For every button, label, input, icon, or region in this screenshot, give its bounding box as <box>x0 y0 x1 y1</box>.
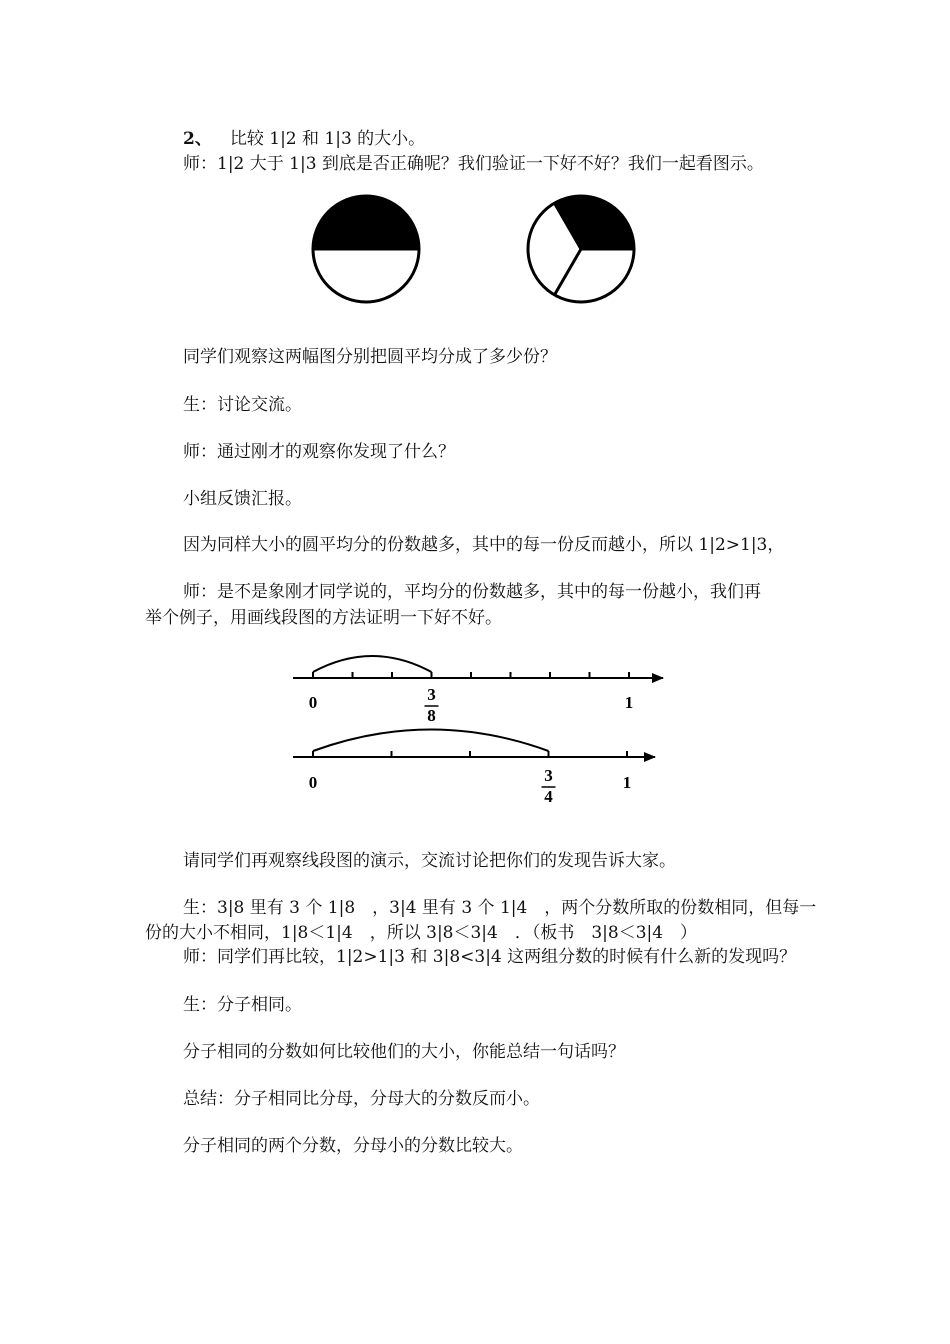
section-title: 比较 1|2 和 1|3 的大小。 <box>229 129 426 149</box>
paragraph-summarize-question: 分子相同的分数如何比较他们的大小，你能总结一句话吗？ <box>183 1042 625 1062</box>
paragraph-summary: 总结：分子相同比分母，分母大的分数反而小。 <box>183 1089 540 1109</box>
paragraph-reason: 因为同样大小的圆平均分的份数越多，其中的每一份反而越小，所以 1|2>1|3， <box>183 535 785 555</box>
half-circle-shaded-part <box>313 196 419 249</box>
section-number: 2、 <box>183 129 212 149</box>
number-line-quarters-arc <box>313 730 549 752</box>
circle-figure <box>300 195 650 310</box>
fraction-three-quarters-numerator: 3 <box>544 766 553 785</box>
paragraph-teacher-question: 师：1|2 大于 1|3 到底是否正确呢？我们验证一下好不好？我们一起看图示。 <box>183 154 764 174</box>
paragraph-student-discuss: 生：讨论交流。 <box>183 395 302 415</box>
paragraph-student-answer-line2: 份的大小不相同，1|8＜1|4 ，所以 3|8＜3|4 ．（板书 3|8＜3|4 ） <box>145 923 698 943</box>
fraction-three-eighths-denominator: 8 <box>427 706 436 725</box>
number-line-eighths-zero-label: 0 <box>308 693 318 712</box>
number-line-quarters <box>293 730 655 807</box>
third-circle <box>528 196 634 302</box>
paragraph-group-report: 小组反馈汇报。 <box>183 489 302 509</box>
half-circle <box>313 196 419 302</box>
third-circle-divider-3 <box>555 249 582 295</box>
paragraph-observe-circles: 同学们观察这两幅图分别把圆平均分成了多少份？ <box>183 347 557 367</box>
fraction-three-eighths-numerator: 3 <box>427 685 436 704</box>
fraction-three-quarters-denominator: 4 <box>544 787 553 806</box>
paragraph-student-answer-line1: 生：3|8 里有 3 个 1|8 ，3|4 里有 3 个 1|4 ，两个分数所取的份数相同，但每一 <box>183 898 817 918</box>
paragraph-student-numerator: 生：分子相同。 <box>183 995 302 1015</box>
number-line-eighths <box>293 656 663 725</box>
paragraph-teacher-example-line2: 举个例子，用画线段图的方法证明一下好不好。 <box>145 608 502 628</box>
paragraph-conclusion: 分子相同的两个分数，分母小的分数比较大。 <box>183 1136 523 1156</box>
paragraph-teacher-example-line1: 师：是不是象刚才同学说的，平均分的份数越多，其中的每一份越小，我们再 <box>183 582 761 602</box>
number-line-quarters-one-label: 1 <box>622 773 632 792</box>
paragraph-observe-lines: 请同学们再观察线段图的演示，交流讨论把你们的发现告诉大家。 <box>183 851 676 871</box>
number-line-figure <box>285 650 675 810</box>
section-heading <box>183 128 425 150</box>
number-line-eighths-one-label: 1 <box>624 693 634 712</box>
number-line-eighths-arc <box>313 656 432 672</box>
paragraph-teacher-discovery: 师：通过刚才的观察你发现了什么？ <box>183 442 455 462</box>
number-line-quarters-zero-label: 0 <box>308 773 318 792</box>
paragraph-teacher-compare: 师：同学们再比较，1|2>1|3 和 3|8<3|4 这两组分数的时候有什么新的发现吗？ <box>183 947 797 967</box>
